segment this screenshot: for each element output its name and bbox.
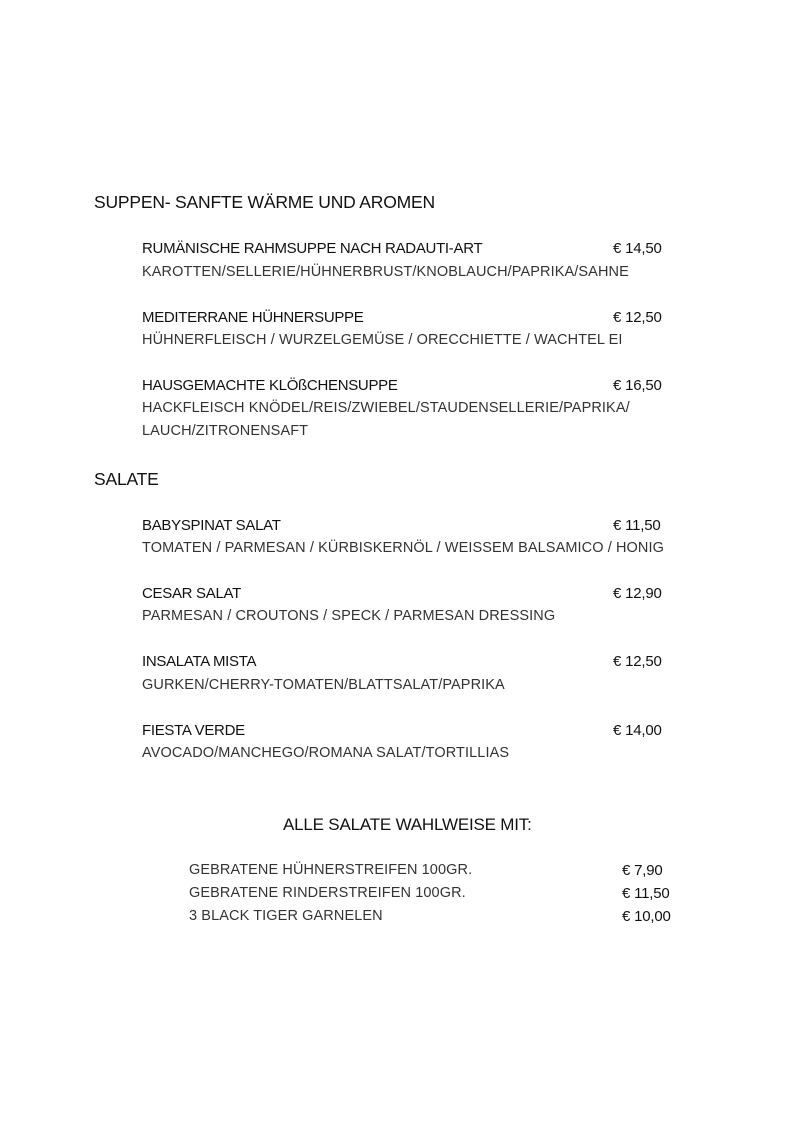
menu-item-description: HACKFLEISCH KNÖDEL/REIS/ZWIEBEL/STAUDENSELLERIE/PAPRIKA/ bbox=[142, 400, 630, 416]
menu-item-name: BABYSPINAT SALAT bbox=[142, 517, 281, 534]
menu-item-name: RUMÄNISCHE RAHMSUPPE NACH RADAUTI-ART bbox=[142, 240, 483, 257]
menu-item-name: MEDITERRANE HÜHNERSUPPE bbox=[142, 309, 364, 326]
extra-item-name: GEBRATENE HÜHNERSTREIFEN 100GR. bbox=[189, 862, 473, 878]
menu-item-price: € 11,50 bbox=[613, 517, 661, 534]
extra-item-price: € 7,90 bbox=[622, 862, 663, 879]
menu-item-description: HÜHNERFLEISCH / WURZELGEMÜSE / ORECCHIETTE / WACHTEL EI bbox=[142, 332, 623, 348]
menu-item-price: € 14,50 bbox=[613, 240, 662, 257]
menu-item-name: HAUSGEMACHTE KLÖßCHENSUPPE bbox=[142, 377, 398, 394]
menu-item-description: AVOCADO/MANCHEGO/ROMANA SALAT/TORTILLIAS bbox=[142, 745, 510, 761]
menu-item-price: € 12,50 bbox=[613, 309, 662, 326]
menu-item-price: € 14,00 bbox=[613, 722, 662, 739]
extra-item-name: GEBRATENE RINDERSTREIFEN 100GR. bbox=[189, 885, 466, 901]
menu-item-description: PARMESAN / CROUTONS / SPECK / PARMESAN DRESSING bbox=[142, 608, 556, 624]
menu-item-name: INSALATA MISTA bbox=[142, 653, 257, 670]
section-title-suppen: SUPPEN- SANFTE WÄRME UND AROMEN bbox=[94, 192, 435, 212]
menu-item-description: LAUCH/ZITRONENSAFT bbox=[142, 423, 309, 439]
section-title-salate: SALATE bbox=[94, 469, 159, 489]
extras-title: ALLE SALATE WAHLWEISE MIT: bbox=[283, 815, 532, 834]
menu-item-name: CESAR SALAT bbox=[142, 585, 241, 602]
menu-item-price: € 12,90 bbox=[613, 585, 662, 602]
extra-item-name: 3 BLACK TIGER GARNELEN bbox=[189, 908, 383, 924]
extra-item-price: € 11,50 bbox=[622, 885, 670, 902]
menu-item-description: GURKEN/CHERRY-TOMATEN/BLATTSALAT/PAPRIKA bbox=[142, 677, 505, 693]
extra-item-price: € 10,00 bbox=[622, 908, 671, 925]
menu-item-price: € 12,50 bbox=[613, 653, 662, 670]
menu-item-name: FIESTA VERDE bbox=[142, 722, 245, 739]
menu-item-description: TOMATEN / PARMESAN / KÜRBISKERNÖL / WEISSEM BALSAMICO / HONIG bbox=[142, 540, 665, 556]
menu-item-price: € 16,50 bbox=[613, 377, 662, 394]
menu-item-description: KAROTTEN/SELLERIE/HÜHNERBRUST/KNOBLAUCH/PAPRIKA/SAHNE bbox=[142, 264, 629, 280]
